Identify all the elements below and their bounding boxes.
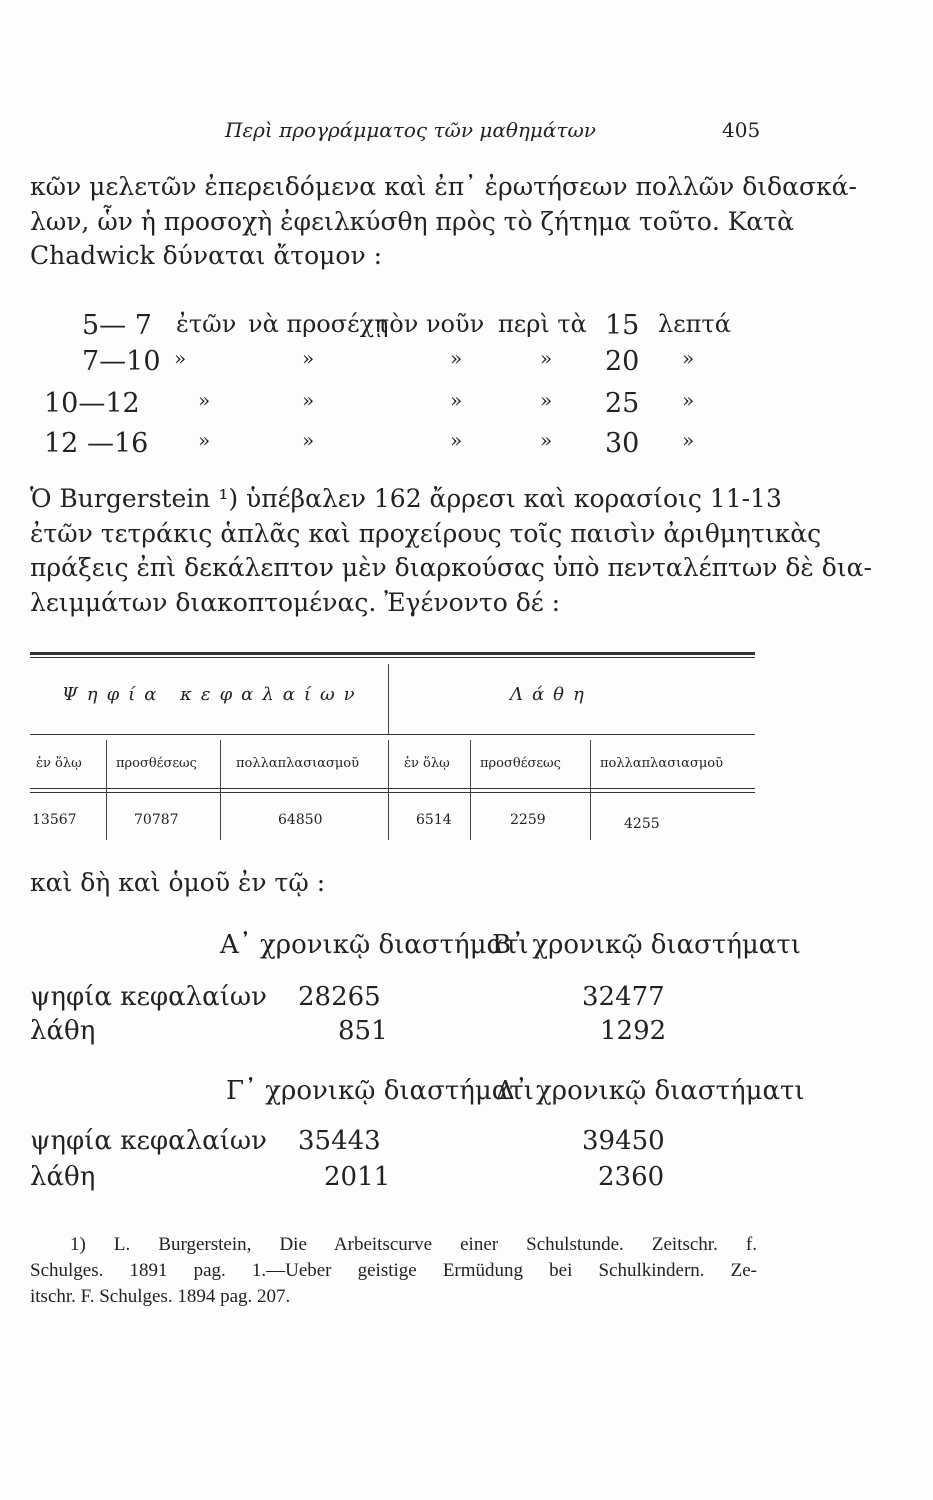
summary-value: 35443	[298, 1126, 381, 1156]
group-header: Ψηφία κεφαλαίων	[62, 684, 364, 705]
column-divider	[388, 740, 389, 840]
text-line: λειμμάτων διακοπτομένας. Ἐγένοντο δέ :	[30, 587, 561, 617]
ditto-mark: »	[540, 346, 553, 370]
table-row	[30, 388, 770, 428]
minutes-value: 25	[605, 388, 640, 419]
minutes-value: 15	[605, 310, 640, 341]
age-range: 7—10	[82, 346, 161, 377]
header-rule	[30, 788, 755, 789]
header-divider	[30, 734, 755, 735]
phrase-text: τὸν νοῦν	[376, 310, 485, 338]
table-cell: 2259	[510, 812, 546, 828]
burgerstein-paragraph	[30, 482, 872, 620]
footnote-line: itschr. F. Schulges. 1894 pag. 207.	[30, 1286, 291, 1307]
ditto-mark: »	[302, 388, 315, 412]
text-line: Ὁ Burgerstein ¹) ὑπέβαλεν 162 ἄρρεσι καὶ κορασίοις 11-13	[30, 484, 782, 513]
minutes-value: 20	[605, 346, 640, 377]
ditto-mark: »	[682, 428, 695, 452]
column-divider	[220, 740, 221, 840]
summary-intro: καὶ δὴ καὶ ὁμοῦ ἐν τῷ :	[30, 868, 326, 897]
ditto-mark: »	[682, 346, 695, 370]
ditto-mark: »	[450, 428, 463, 452]
table-cell: 4255	[624, 816, 660, 832]
group-header: Λάθη	[510, 684, 593, 705]
ditto-mark: »	[540, 428, 553, 452]
column-divider	[590, 740, 591, 840]
text-line: κῶν μελετῶν ἐπερειδόμενα καὶ ἐπ᾽ ἐρωτήσεων πολλῶν διδασκά-	[30, 172, 858, 201]
summary-value: 1292	[600, 1016, 667, 1046]
phrase-text: νὰ προσέχῃ	[248, 310, 389, 338]
unit-text: ἐτῶν	[176, 310, 237, 338]
ditto-mark: »	[302, 346, 315, 370]
table-row	[30, 428, 770, 468]
column-divider	[388, 664, 389, 734]
column-header: πολλαπλασιασμοῦ	[600, 756, 723, 771]
age-range: 12 —16	[44, 428, 149, 459]
text-line: Chadwick δύναται ἄτομον :	[30, 241, 383, 270]
row-label: ψηφία κεφαλαίων	[30, 1126, 267, 1156]
column-heading: Α᾽ χρονικῷ διαστήματι	[220, 930, 529, 960]
column-header: ἐν ὅλῳ	[404, 756, 450, 771]
row-label: λάθη	[30, 1162, 96, 1192]
intro-paragraph	[30, 170, 858, 274]
summary-value: 2011	[324, 1162, 391, 1192]
summary-value: 28265	[298, 982, 381, 1012]
column-header: ἐν ὅλῳ	[36, 756, 82, 771]
table-cell: 64850	[278, 812, 323, 828]
header-rule-double	[30, 792, 755, 793]
summary-value: 32477	[582, 982, 665, 1012]
table-row	[30, 310, 770, 350]
text-line: λων, ὧν ἡ προσοχὴ ἐφειλκύσθη πρὸς τὸ ζήτημα τοῦτο. Κατὰ	[30, 206, 795, 236]
table-row	[30, 346, 770, 386]
summary-value: 39450	[582, 1126, 665, 1156]
row-label: ψηφία κεφαλαίων	[30, 982, 267, 1012]
text-line: πράξεις ἐπὶ δεκάλεπτον μὲν διαρκούσας ὑπὸ πενταλέπτων δὲ δια-	[30, 553, 872, 582]
summary-value: 2360	[598, 1162, 665, 1192]
ditto-mark: »	[302, 428, 315, 452]
column-heading: Β᾽ χρονικῷ διαστήματι	[492, 930, 801, 960]
column-header: προσθέσεως	[480, 756, 561, 771]
phrase-text: περὶ τὰ	[498, 310, 587, 338]
minutes-value: 30	[605, 428, 640, 459]
footnote-line: Schulges. 1891 pag. 1.—Ueber geistige Ermüdung bei Schulkindern. Ze-	[30, 1260, 757, 1281]
footnote	[30, 1232, 757, 1310]
age-range: 10—12	[44, 388, 140, 419]
table-cell: 6514	[416, 812, 452, 828]
column-header: προσθέσεως	[116, 756, 197, 771]
summary-value: 851	[338, 1016, 388, 1046]
ditto-mark: »	[198, 388, 211, 412]
table-cell: 70787	[134, 812, 179, 828]
age-range: 5— 7	[82, 310, 152, 341]
ditto-mark: »	[540, 388, 553, 412]
table-cell: 13567	[32, 812, 77, 828]
ditto-mark: »	[174, 346, 187, 370]
ditto-mark: »	[450, 346, 463, 370]
footnote-line: 1) L. Burgerstein, Die Arbeitscurve einer Schulstunde. Zeitschr. f.	[70, 1234, 757, 1255]
column-heading: Γ᾽ χρονικῷ διαστήματι	[226, 1076, 534, 1106]
page-number: 405	[722, 118, 761, 142]
ditto-mark: »	[450, 388, 463, 412]
column-divider	[470, 740, 471, 840]
ditto-mark: »	[198, 428, 211, 452]
ditto-mark: »	[682, 388, 695, 412]
column-header: πολλαπλασιασμοῦ	[236, 756, 359, 771]
text-line: ἐτῶν τετράκις ἁπλᾶς καὶ προχείρους τοῖς παισὶν ἀριθμητικὰς	[30, 518, 822, 548]
running-title: Περὶ προγράμματος τῶν μαθημάτων	[225, 118, 596, 142]
row-label: λάθη	[30, 1016, 96, 1046]
results-table	[30, 660, 755, 840]
table-top-rule-thin	[30, 657, 755, 658]
column-heading: Δ᾽ χρονικῷ διαστήματι	[496, 1076, 805, 1106]
table-top-rule	[30, 652, 755, 655]
unit-label: λεπτά	[658, 310, 731, 338]
column-divider	[106, 740, 107, 840]
page-header	[0, 118, 933, 148]
